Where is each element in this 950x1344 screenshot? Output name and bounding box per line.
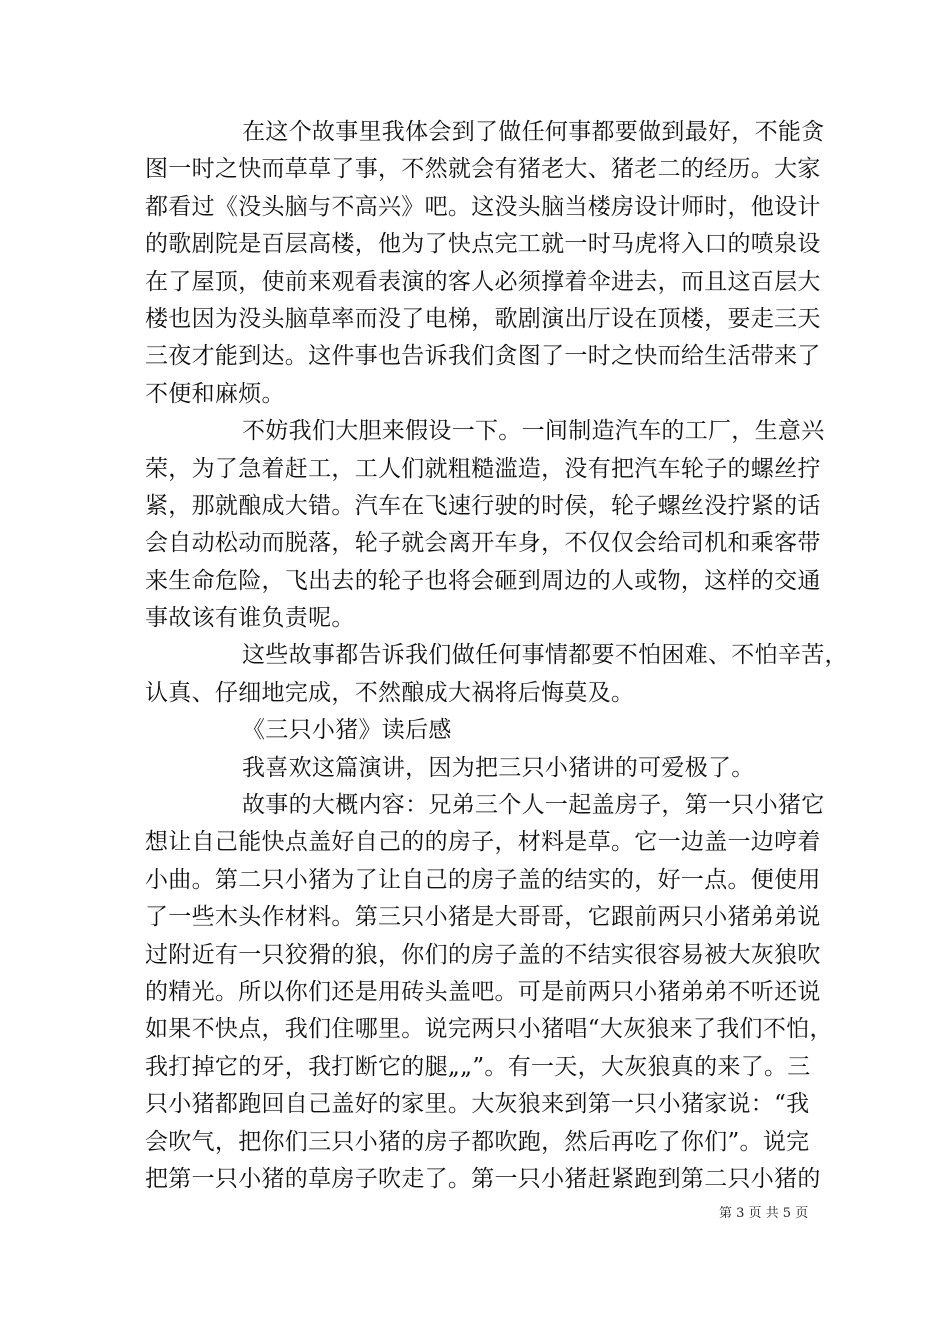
text-line: 荣，为了急着赶工，工人们就粗糙滥造，没有把汽车轮子的螺丝拧 [145, 455, 821, 482]
heading-line: 《三只小猪》读后感 [242, 717, 452, 744]
text-line: 过附近有一只狡猾的狼，你们的房子盖的不结实很容易被大灰狼吹 [145, 941, 821, 968]
text-line: 的精光。所以你们还是用砖头盖吧。可是前两只小猪弟弟不听还说 [145, 978, 821, 1005]
text-line: 在了屋顶，使前来观看表演的客人必须撑着伞进去，而且这百层大 [145, 268, 821, 295]
essay-title [145, 712, 810, 749]
text-line: 只小猪都跑回自己盖好的家里。大灰狼来到第一只小猪家说：“我 [145, 1091, 810, 1118]
text-line: 不妨我们大胆来假设一下。一间制造汽车的工厂，生意兴 [242, 418, 825, 445]
paragraph-3 [145, 637, 848, 712]
text-line: 如果不快点，我们住哪里。说完两只小猪唱“大灰狼来了我们不怕， [145, 1016, 833, 1043]
paragraph-1 [145, 114, 825, 413]
paragraph-6 [145, 787, 833, 1198]
text-line: 我打掉它的牙，我打断它的腿„„”。有一天，大灰狼真的来了。三 [145, 1053, 811, 1080]
text-line: 认真、仔细地完成，不然酿成大祸将后悔莫及。 [145, 679, 635, 706]
text-line: 小曲。第二只小猪为了让自己的房子盖的结实的，好一点。便使用 [145, 866, 821, 893]
text-line: 三夜才能到达。这件事也告诉我们贪图了一时之快而给生活带来了 [145, 343, 821, 370]
text-line: 把第一只小猪的草房子吹走了。第一只小猪赶紧跑到第二只小猪的 [145, 1165, 821, 1192]
text-line: 不便和麻烦。 [145, 380, 285, 407]
paragraph-2 [145, 413, 825, 637]
text-line: 楼也因为没头脑草率而没了电梯，歌剧演出厅设在顶楼，要走三天 [145, 305, 821, 332]
text-line: 紧，那就酿成大错。汽车在飞速行驶的时侯，轮子螺丝没拧紧的话 [145, 492, 821, 519]
text-line: 图一时之快而草草了事，不然就会有猪老大、猪老二的经历。大家 [145, 156, 821, 183]
text-line: 故事的大概内容：兄弟三个人一起盖房子，第一只小猪它 [242, 792, 825, 819]
text-line: 这些故事都告诉我们做任何事情都要不怕困难、不怕辛苦， [242, 642, 848, 669]
paragraph-5 [145, 750, 810, 787]
text-line: 会吹气，把你们三只小猪的房子都吹跑，然后再吃了你们”。说完 [145, 1128, 810, 1155]
document-body [145, 114, 848, 1198]
text-line: 我喜欢这篇演讲，因为把三只小猪讲的可爱极了。 [242, 754, 755, 781]
text-line: 事故该有谁负责呢。 [145, 605, 355, 632]
text-line: 想让自己能快点盖好自己的的房子，材料是草。它一边盖一边哼着 [145, 829, 821, 856]
text-line: 来生命危险，飞出去的轮子也将会砸到周边的人或物，这样的交通 [145, 567, 821, 594]
text-line: 的歌剧院是百层高楼，他为了快点完工就一时马虎将入口的喷泉设 [145, 231, 821, 258]
text-line: 在这个故事里我体会到了做任何事都要做到最好，不能贪 [242, 119, 825, 145]
text-line: 都看过《没头脑与不高兴》吧。这没头脑当楼房设计师时，他设计 [145, 193, 821, 220]
page-footer: 第 3 页 共 5 页 [719, 1206, 809, 1221]
text-line: 了一些木头作材料。第三只小猪是大哥哥，它跟前两只小猪弟弟说 [145, 904, 821, 931]
text-line: 会自动松动而脱落，轮子就会离开车身，不仅仅会给司机和乘客带 [145, 530, 821, 557]
